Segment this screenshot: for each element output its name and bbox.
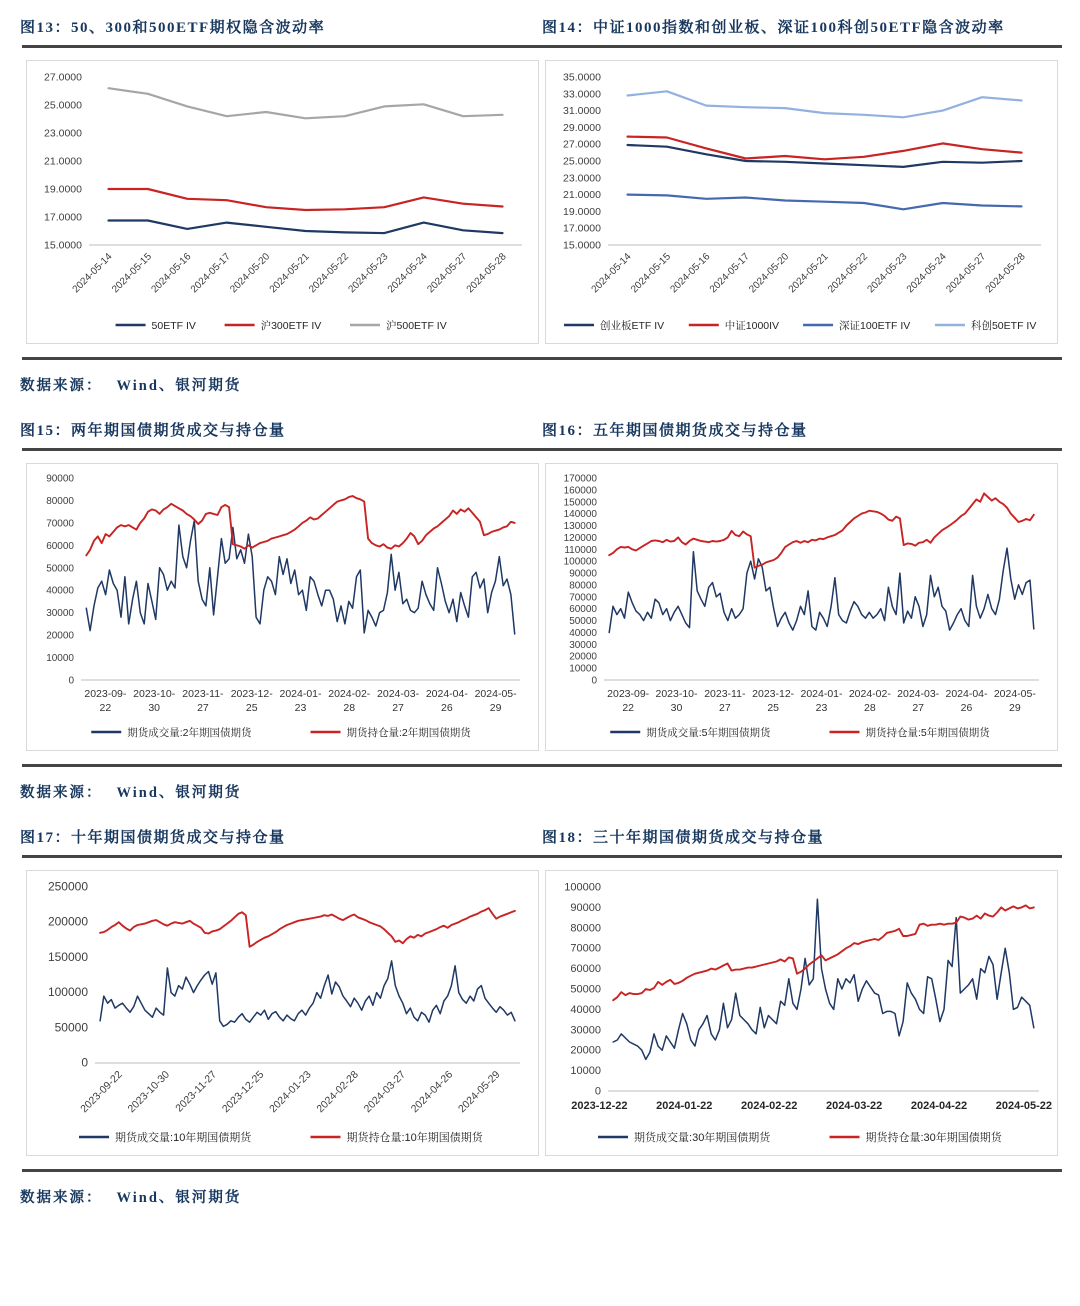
- divider: [22, 448, 1062, 451]
- svg-text:期货成交量:5年期国债期货: 期货成交量:5年期国债期货: [646, 727, 771, 739]
- svg-text:40000: 40000: [46, 585, 74, 597]
- svg-text:30: 30: [670, 702, 683, 714]
- svg-text:20000: 20000: [569, 651, 597, 663]
- svg-text:2023-11-: 2023-11-: [182, 688, 224, 700]
- svg-text:29.0000: 29.0000: [563, 121, 601, 134]
- svg-text:期货持仓量:10年期国债期货: 期货持仓量:10年期国债期货: [346, 1132, 483, 1144]
- svg-text:2024-04-22: 2024-04-22: [910, 1100, 968, 1112]
- svg-text:期货持仓量:5年期国债期货: 期货持仓量:5年期国债期货: [865, 727, 990, 739]
- svg-text:深证100ETF IV: 深证100ETF IV: [839, 320, 911, 332]
- divider: [22, 764, 1062, 767]
- svg-text:25: 25: [767, 702, 780, 714]
- source-label: 数据来源：: [20, 1190, 103, 1206]
- svg-text:20000: 20000: [570, 1044, 601, 1057]
- svg-text:2024-05-: 2024-05-: [993, 688, 1036, 700]
- svg-text:33.0000: 33.0000: [563, 88, 601, 101]
- svg-text:2024-05-21: 2024-05-21: [267, 251, 312, 296]
- svg-text:22: 22: [99, 702, 112, 714]
- source-value: Wind、银河期货: [116, 378, 242, 394]
- svg-text:2024-05-24: 2024-05-24: [385, 251, 430, 296]
- svg-text:0: 0: [591, 675, 597, 687]
- chart-2y-bond-futures: [26, 463, 539, 751]
- svg-text:2023-10-30: 2023-10-30: [125, 1068, 172, 1116]
- svg-text:50000: 50000: [570, 983, 601, 996]
- svg-text:2024-05-21: 2024-05-21: [786, 251, 831, 296]
- figure15-title: 图15：两年期国债期货成交与持仓量: [20, 423, 286, 439]
- line-chart-index-iv: [546, 61, 1057, 343]
- svg-text:170000: 170000: [563, 473, 597, 485]
- svg-text:0: 0: [81, 1055, 88, 1070]
- svg-text:29: 29: [489, 702, 502, 714]
- line-chart-2y-volume-oi: [27, 464, 538, 750]
- svg-text:10000: 10000: [46, 653, 74, 665]
- svg-text:80000: 80000: [570, 922, 601, 935]
- svg-text:250000: 250000: [47, 879, 88, 894]
- svg-text:2023-11-27: 2023-11-27: [173, 1068, 220, 1115]
- svg-text:70000: 70000: [569, 592, 597, 604]
- svg-text:31.0000: 31.0000: [563, 105, 601, 118]
- svg-text:22: 22: [622, 702, 635, 714]
- svg-text:沪300ETF IV: 沪300ETF IV: [260, 320, 322, 332]
- svg-text:27: 27: [392, 702, 404, 714]
- svg-text:90000: 90000: [570, 901, 601, 914]
- svg-text:60000: 60000: [569, 604, 597, 616]
- svg-text:0: 0: [594, 1085, 601, 1098]
- svg-text:19.0000: 19.0000: [563, 205, 601, 218]
- svg-text:2024-05-14: 2024-05-14: [70, 251, 115, 296]
- chart-30y-bond-futures: [545, 870, 1058, 1156]
- svg-text:30: 30: [148, 702, 161, 714]
- svg-text:100000: 100000: [564, 881, 601, 894]
- svg-text:2024-03-22: 2024-03-22: [825, 1100, 883, 1112]
- figure16-title: 图16：五年期国债期货成交与持仓量: [542, 423, 808, 439]
- svg-text:科创50ETF IV: 科创50ETF IV: [970, 320, 1037, 332]
- svg-text:100000: 100000: [563, 556, 597, 568]
- svg-text:2024-03-27: 2024-03-27: [361, 1068, 409, 1116]
- svg-text:20000: 20000: [46, 630, 74, 642]
- svg-text:50000: 50000: [54, 1020, 88, 1035]
- svg-text:50000: 50000: [46, 563, 74, 575]
- figure-titles-row: [20, 826, 1064, 847]
- source-value: Wind、银河期货: [116, 1190, 242, 1206]
- svg-text:2024-05-20: 2024-05-20: [747, 251, 792, 296]
- figure13-title: 图13：50、300和500ETF期权隐含波动率: [20, 20, 326, 36]
- data-source-line: [20, 781, 1064, 802]
- figure-titles-row: [20, 16, 1064, 37]
- svg-text:期货成交量:10年期国债期货: 期货成交量:10年期国债期货: [115, 1132, 252, 1144]
- svg-text:2024-03-: 2024-03-: [897, 688, 940, 700]
- svg-text:2024-01-22: 2024-01-22: [656, 1100, 713, 1112]
- svg-text:21.0000: 21.0000: [44, 155, 82, 168]
- line-chart-10y-volume-oi: [27, 871, 538, 1155]
- svg-text:0: 0: [68, 675, 74, 687]
- svg-text:2023-10-: 2023-10-: [133, 688, 176, 700]
- svg-text:23.0000: 23.0000: [44, 127, 82, 140]
- svg-text:2023-09-22: 2023-09-22: [78, 1068, 125, 1116]
- svg-text:2024-05-17: 2024-05-17: [188, 251, 233, 296]
- svg-text:110000: 110000: [564, 544, 597, 556]
- svg-text:2024-03-: 2024-03-: [377, 688, 420, 700]
- svg-text:120000: 120000: [563, 532, 597, 544]
- svg-text:2024-05-28: 2024-05-28: [464, 251, 509, 296]
- svg-text:2024-04-: 2024-04-: [945, 688, 988, 700]
- svg-text:70000: 70000: [46, 518, 74, 530]
- divider: [22, 45, 1062, 48]
- svg-text:25: 25: [245, 702, 258, 714]
- svg-text:70000: 70000: [570, 942, 601, 955]
- svg-text:期货成交量:30年期国债期货: 期货成交量:30年期国债期货: [634, 1132, 771, 1144]
- svg-text:2024-05-: 2024-05-: [474, 688, 517, 700]
- svg-text:17.0000: 17.0000: [563, 222, 601, 235]
- line-chart-30y-volume-oi: [546, 871, 1057, 1155]
- line-chart-5y-volume-oi: [546, 464, 1057, 750]
- svg-text:2024-02-: 2024-02-: [848, 688, 891, 700]
- svg-text:60000: 60000: [570, 963, 601, 976]
- svg-text:30000: 30000: [570, 1024, 601, 1037]
- svg-text:2024-05-17: 2024-05-17: [707, 251, 752, 296]
- figure17-title: 图17：十年期国债期货成交与持仓量: [20, 830, 286, 846]
- svg-text:27: 27: [718, 702, 731, 714]
- svg-text:80000: 80000: [46, 495, 74, 507]
- line-chart-etf-iv: [27, 61, 538, 343]
- svg-text:2023-12-: 2023-12-: [230, 688, 273, 700]
- source-label: 数据来源：: [20, 785, 103, 801]
- svg-text:17.0000: 17.0000: [44, 211, 82, 224]
- source-label: 数据来源：: [20, 378, 103, 394]
- svg-text:27.0000: 27.0000: [563, 138, 601, 151]
- svg-text:2024-05-23: 2024-05-23: [346, 251, 391, 296]
- svg-text:35.0000: 35.0000: [563, 71, 601, 84]
- data-source-line: [20, 1186, 1064, 1207]
- svg-text:30000: 30000: [46, 608, 74, 620]
- chart-row: [26, 60, 1058, 344]
- svg-text:130000: 130000: [563, 521, 597, 533]
- svg-text:27: 27: [197, 702, 209, 714]
- divider: [22, 357, 1062, 360]
- source-value: Wind、银河期货: [116, 785, 242, 801]
- svg-text:19.0000: 19.0000: [44, 183, 82, 196]
- svg-text:2024-05-22: 2024-05-22: [995, 1100, 1053, 1112]
- svg-text:26: 26: [960, 702, 973, 714]
- svg-text:15.0000: 15.0000: [563, 239, 601, 252]
- figure-titles-row: [20, 419, 1064, 440]
- svg-text:2024-05-22: 2024-05-22: [307, 251, 352, 296]
- svg-text:沪500ETF IV: 沪500ETF IV: [386, 320, 447, 332]
- svg-text:创业板ETF IV: 创业板ETF IV: [599, 320, 665, 332]
- svg-text:90000: 90000: [569, 568, 597, 580]
- svg-text:2024-04-: 2024-04-: [425, 688, 468, 700]
- svg-text:150000: 150000: [563, 497, 597, 509]
- svg-text:160000: 160000: [563, 485, 597, 497]
- svg-text:2024-05-27: 2024-05-27: [944, 251, 989, 296]
- svg-text:2024-05-29: 2024-05-29: [456, 1068, 503, 1116]
- svg-text:期货成交量:2年期国债期货: 期货成交量:2年期国债期货: [127, 727, 252, 739]
- svg-text:10000: 10000: [570, 1065, 601, 1078]
- svg-text:29: 29: [1008, 702, 1021, 714]
- svg-text:2024-05-28: 2024-05-28: [983, 251, 1028, 296]
- svg-text:期货持仓量:2年期国债期货: 期货持仓量:2年期国债期货: [346, 727, 471, 739]
- chart-10y-bond-futures: [26, 870, 539, 1156]
- svg-text:40000: 40000: [570, 1003, 601, 1016]
- svg-text:10000: 10000: [569, 663, 597, 675]
- svg-text:2023-09-: 2023-09-: [607, 688, 650, 700]
- svg-text:2024-05-15: 2024-05-15: [110, 251, 155, 296]
- divider: [22, 1169, 1062, 1172]
- svg-text:2024-05-23: 2024-05-23: [865, 251, 910, 296]
- svg-text:40000: 40000: [569, 627, 597, 639]
- figure18-title: 图18：三十年期国债期货成交与持仓量: [542, 830, 825, 846]
- svg-text:15.0000: 15.0000: [44, 239, 82, 252]
- svg-text:50ETF IV: 50ETF IV: [151, 320, 196, 332]
- svg-text:2024-02-: 2024-02-: [328, 688, 371, 700]
- svg-text:27.0000: 27.0000: [44, 71, 82, 84]
- svg-text:150000: 150000: [47, 949, 88, 964]
- svg-text:2023-12-25: 2023-12-25: [219, 1068, 267, 1116]
- svg-text:2023-12-: 2023-12-: [752, 688, 795, 700]
- svg-text:2024-05-14: 2024-05-14: [589, 251, 634, 296]
- svg-text:2024-04-26: 2024-04-26: [408, 1068, 456, 1116]
- svg-text:23.0000: 23.0000: [563, 172, 601, 185]
- svg-text:2024-05-20: 2024-05-20: [228, 251, 273, 296]
- divider: [22, 855, 1062, 858]
- svg-text:中证1000IV: 中证1000IV: [724, 320, 780, 332]
- figure-row-3: [20, 826, 1064, 1207]
- svg-text:27: 27: [912, 702, 925, 714]
- svg-text:50000: 50000: [569, 616, 597, 628]
- svg-text:2024-05-16: 2024-05-16: [668, 251, 713, 296]
- svg-text:2023-09-: 2023-09-: [84, 688, 127, 700]
- chart-5y-bond-futures: [545, 463, 1058, 751]
- chart-row: [26, 870, 1058, 1156]
- svg-text:2024-01-: 2024-01-: [279, 688, 322, 700]
- svg-text:90000: 90000: [46, 473, 74, 485]
- figure-row-1: [20, 16, 1064, 395]
- svg-text:30000: 30000: [569, 639, 597, 651]
- figure14-title: 图14：中证1000指数和创业板、深证100科创50ETF隐含波动率: [542, 20, 1005, 36]
- svg-text:2023-10-: 2023-10-: [655, 688, 698, 700]
- svg-text:23: 23: [815, 702, 828, 714]
- svg-text:2024-05-27: 2024-05-27: [425, 251, 470, 296]
- svg-text:2024-05-15: 2024-05-15: [629, 251, 674, 296]
- svg-text:80000: 80000: [569, 580, 597, 592]
- svg-text:2024-02-22: 2024-02-22: [741, 1100, 798, 1112]
- svg-text:2024-05-16: 2024-05-16: [149, 251, 194, 296]
- chart-row: [26, 463, 1058, 751]
- svg-text:25.0000: 25.0000: [563, 155, 601, 168]
- svg-text:2024-01-: 2024-01-: [800, 688, 843, 700]
- svg-text:2023-11-: 2023-11-: [704, 688, 746, 700]
- svg-text:200000: 200000: [47, 914, 88, 929]
- svg-text:140000: 140000: [563, 509, 597, 521]
- svg-text:25.0000: 25.0000: [44, 99, 82, 112]
- chart-csi1000-cyb-iv: [545, 60, 1058, 344]
- data-source-line: [20, 374, 1064, 395]
- svg-text:2024-05-22: 2024-05-22: [826, 251, 871, 296]
- svg-text:28: 28: [343, 702, 356, 714]
- chart-etf-50-300-500-iv: [26, 60, 539, 344]
- svg-text:期货持仓量:30年期国债期货: 期货持仓量:30年期国债期货: [865, 1132, 1002, 1144]
- svg-text:26: 26: [440, 702, 453, 714]
- svg-text:2024-01-23: 2024-01-23: [267, 1068, 314, 1116]
- svg-text:2023-12-22: 2023-12-22: [571, 1100, 628, 1112]
- svg-text:60000: 60000: [46, 540, 74, 552]
- figure-row-2: [20, 419, 1064, 802]
- svg-text:2024-05-24: 2024-05-24: [904, 251, 949, 296]
- svg-text:21.0000: 21.0000: [563, 189, 601, 202]
- svg-text:100000: 100000: [47, 985, 88, 1000]
- svg-text:2024-02-28: 2024-02-28: [314, 1068, 361, 1116]
- svg-text:28: 28: [863, 702, 876, 714]
- svg-text:23: 23: [294, 702, 307, 714]
